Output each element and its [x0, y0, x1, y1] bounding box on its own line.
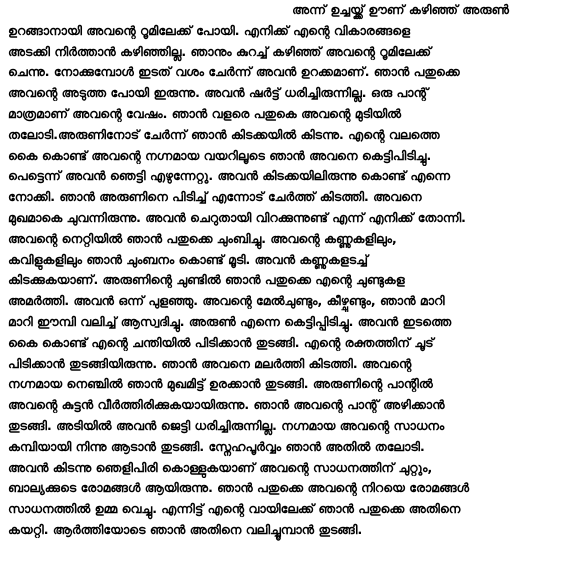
text-line: നോക്കി. ഞാൻ അരുണിനെ പിടിച്ച് എന്നോട് ചേർത്ത് കിടത്തി. അവനെ: [8, 189, 422, 205]
text-line: കവിളുകളിലും ഞാൻ ചുംബനം കൊണ്ട് മൂടി. അവൻ കണ്ണുകളടച്ച്: [8, 251, 368, 267]
text-line: മാത്രമാണ് അവന്റെ വേഷം. ഞാൻ വളരെ പതുകെ അവന്റെ മുടിയിൽ: [8, 105, 402, 121]
text-line: തലോടി.അരുണിനോട് ചേർന്ന് ഞാൻ കിടക്കയിൽ കിടന്നു. എന്റെ വലത്തെ: [8, 126, 440, 142]
text-line: പിടിക്കാൻ തുടങ്ങിയിരുന്നു. ഞാൻ അവനെ മലർത്തി കിടത്തി. അവന്റെ: [8, 355, 412, 371]
text-line: മാറി ഈമ്പി വലിച്ച് ആസ്വദിച്ചു. അരുൺ എന്നെ കെട്ടിപ്പിടിച്ചു. അവൻ ഇടത്തെ: [8, 313, 452, 329]
text-line: അവന്റെ നെറ്റിയിൽ ഞാൻ പതുക്കെ ചുംബിച്ചു. അവന്റെ കണ്ണുകളിലും,: [8, 230, 397, 246]
text-line: പെട്ടെന്ന് അവൻ ഞെട്ടി എഴുന്നേറ്റു. അവൻ കിടക്കയിലിരുന്നു കൊണ്ട് എന്നെ: [8, 168, 451, 184]
text-line: അടക്കി നിർത്താൻ കഴിഞ്ഞില്ല. ഞാനും കുറച്ച് കഴിഞ്ഞ് അവന്റെ റൂമിലേക്ക്: [8, 43, 432, 59]
text-line: അമർത്തി. അവൻ ഒന്ന് പുളഞ്ഞു. അവന്റെ മേൽചുണ്ടും, കീഴ്ചുണ്ടും, ഞാൻ മാറി: [8, 293, 445, 309]
text-line: അവൻ കിടന്നു ഞെളിപിരി കൊള്ളുകയാണ് അവന്റെ സാധനത്തിന് ചുറ്റും,: [8, 459, 433, 475]
text-line: അവന്റെ കുട്ടൻ വീർത്തിരിക്കുകയായിരുന്നു. ഞാൻ അവന്റെ പാന്റ് അഴിക്കാൻ: [8, 397, 445, 413]
text-line: നഗ്നമായ നെഞ്ചിൽ ഞാൻ മുഖമിട്ട് ഉരക്കാൻ തുടങ്ങി. അരുണിന്റെ പാന്റിൽ: [8, 376, 433, 392]
text-line: മുഖമാകെ ചുവന്നിരുന്നു. അവൻ ചെറുതായി വിറക്കുന്നുണ്ട് എന്ന് എനിക്ക് തോന്നി.: [8, 209, 466, 225]
text-line: അന്ന് ഉച്ചയ്ക്ക് ഊണ് കഴിഞ്ഞ് അരുൺ: [292, 2, 509, 17]
text-line: ഉറങ്ങാനായി അവന്റെ റൂമിലേക്ക് പോയി. എനിക്ക് എന്റെ വികാരങ്ങളെ: [8, 22, 411, 38]
text-line: സാധനത്തിൽ ഉമ്മ വെച്ചു. എന്നിട്ട് എന്റെ വായിലേക്ക് ഞാൻ പതുക്കെ അതിനെ: [8, 501, 461, 517]
story-text: [8, 0, 571, 541]
text-line: കൈ കൊണ്ട് എന്റെ ചന്തിയിൽ പിടിക്കാൻ തുടങ്ങി. എന്റെ രക്തത്തിന് ചൂട്: [8, 334, 434, 350]
text-line: ബാല്യക്കുടെ രോമങ്ങൾ ആയിരുന്നു. ഞാൻ പതുക്കെ അവന്റെ നിറയെ രോമങ്ങൾ: [8, 480, 470, 496]
text-line: കയറ്റി. ആർത്തിയോടെ ഞാൻ അതിനെ വലിച്ചൂമ്പാൻ തുടങ്ങി.: [8, 521, 363, 537]
text-line: തുടങ്ങി. അടിയിൽ അവൻ ജെട്ടി ധരിച്ചിരുന്നില്ല. നഗ്നമായ അവന്റെ സാധനം: [8, 417, 445, 433]
text-line: അവന്റെ അടുത്ത പോയി ഇരുന്നു. അവൻ ഷർട്ട് ധരിച്ചിരുന്നില്ല. ഒരു പാന്റ്: [8, 85, 429, 101]
text-line: കൈ കൊണ്ട് അവന്റെ നഗ്നമായ വയറിലൂടെ ഞാൻ അവനെ കെട്ടിപിടിച്ചു.: [8, 147, 432, 163]
text-line: ചെന്നു. നോക്കുമ്പോൾ ഇടത് വശം ചേർന്ന് അവൻ ഉറക്കമാണ്. ഞാൻ പതുക്കെ: [8, 64, 460, 80]
text-line: കമ്പിയായി നിന്നു ആടാൻ തുടങ്ങി. സ്നേഹപൂർവ്വം ഞാൻ അതിൽ തലോടി.: [8, 438, 425, 454]
text-line: കിടക്കുകയാണ്. അരുണിന്റെ ചുണ്ടിൽ ഞാൻ പതുക്കെ എന്റെ ചുണ്ടുകള: [8, 272, 405, 288]
